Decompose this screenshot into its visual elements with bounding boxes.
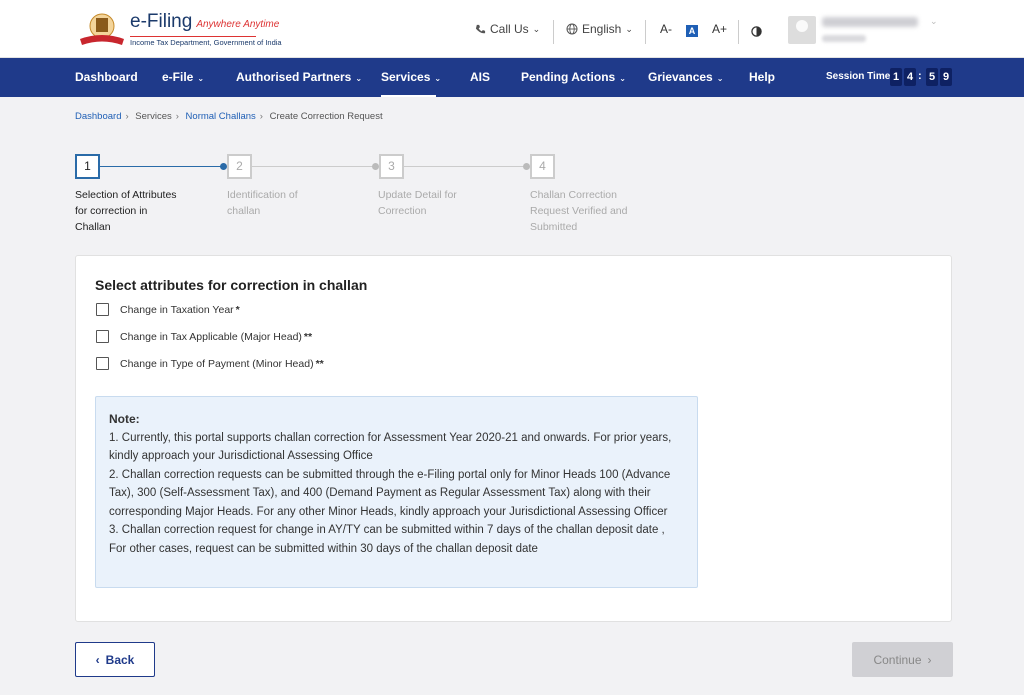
user-name-blurred [822, 17, 918, 27]
breadcrumb-services: Services [135, 111, 172, 122]
top-header [0, 0, 1024, 58]
option-label: Change in Taxation Year [120, 303, 234, 316]
option-label: Change in Type of Payment (Minor Head) [120, 357, 314, 370]
nav-authorised-partners[interactable]: Authorised Partners ⌄ [236, 70, 363, 84]
font-default-button[interactable]: A [686, 25, 698, 37]
nav-active-indicator [381, 95, 436, 97]
chevron-down-icon: ⌄ [625, 23, 633, 34]
chevron-down-icon: ⌄ [532, 23, 541, 34]
required-mark: * [235, 303, 240, 316]
step-connector [100, 166, 222, 167]
font-decrease-button[interactable]: A- [660, 22, 672, 36]
divider [645, 20, 646, 44]
chevron-down-icon: ⌄ [716, 74, 724, 83]
minor-head-checkbox[interactable] [96, 357, 109, 370]
step-1-number: 1 [75, 154, 100, 179]
user-role-blurred [822, 35, 866, 42]
session-digit: 1 [890, 68, 902, 86]
phone-icon [475, 24, 486, 35]
continue-button[interactable] [852, 642, 953, 677]
nav-efile[interactable]: e-File ⌄ [162, 70, 205, 84]
session-colon: : [918, 70, 922, 82]
chevron-down-icon: ⌄ [434, 74, 442, 83]
step-2-number: 2 [227, 154, 252, 179]
step-connector [404, 166, 525, 167]
language-selector[interactable]: English ⌄ [566, 22, 633, 36]
chevron-left-icon: ‹ [95, 652, 100, 667]
breadcrumb-separator: › [175, 111, 179, 122]
nav-services[interactable]: Services ⌄ [381, 70, 442, 84]
required-mark: ** [303, 330, 313, 343]
option-minor-head[interactable] [96, 357, 324, 370]
breadcrumb [75, 111, 383, 122]
option-label: Change in Tax Applicable (Major Head) [120, 330, 302, 343]
note-line: 3. Challan correction request for change in AY/TY can be submitted within 7 days of the challan deposit date , For other cases, request can be submitted within 30 days of the challan deposit date [109, 524, 665, 555]
card-title: Select attributes for correction in challan [95, 277, 368, 293]
step-4-number: 4 [530, 154, 555, 179]
chevron-down-icon[interactable]: ⌄ [930, 16, 938, 26]
required-mark: ** [315, 357, 324, 370]
note-line: 1. Currently, this portal supports challan correction for Assessment Year 2020-21 and onwards. For prior years, kindly approach your Jurisdictional Assessing Office [109, 431, 672, 462]
step-4-label: Challan Correction Request Verified and Submitted [530, 189, 628, 233]
note-box [95, 396, 698, 588]
font-increase-button[interactable]: A+ [712, 22, 728, 36]
breadcrumb-normal-challans[interactable]: Normal Challans [185, 111, 256, 122]
breadcrumb-separator: › [125, 111, 129, 122]
step-connector-dot [220, 163, 227, 170]
step-connector-dot [372, 163, 379, 170]
step-connector-dot [523, 163, 530, 170]
step-3-label: Update Detail for Correction [378, 189, 457, 217]
breadcrumb-separator: › [259, 111, 263, 122]
session-digit: 5 [926, 68, 938, 86]
attributes-card [75, 255, 952, 622]
step-3-number: 3 [379, 154, 404, 179]
session-digit: 9 [940, 68, 952, 86]
step-connector [252, 166, 374, 167]
chevron-down-icon: ⌄ [619, 74, 626, 83]
step-2-label: Identification of challan [227, 189, 298, 217]
main-nav [0, 58, 1024, 97]
divider [553, 20, 554, 44]
continue-label: Continue [873, 652, 922, 667]
divider [738, 20, 739, 44]
call-us-menu[interactable]: Call Us ⌄ [475, 22, 540, 36]
option-major-head[interactable] [96, 330, 312, 343]
session-time-label: Session Time [826, 71, 891, 82]
logo-subtitle: Income Tax Department, Government of India [130, 38, 282, 47]
step-1-label: Selection of Attributes for correction in Challan [75, 189, 177, 233]
chevron-right-icon: › [927, 652, 932, 667]
efiling-logo[interactable] [76, 9, 282, 49]
note-title: Note: [109, 412, 140, 426]
nav-dashboard[interactable]: Dashboard [75, 70, 138, 84]
contrast-icon[interactable] [751, 26, 762, 37]
chevron-down-icon: ⌄ [355, 74, 363, 83]
nav-grievances[interactable]: Grievances ⌄ [648, 70, 724, 84]
note-line: 2. Challan correction requests can be submitted through the e-Filing portal only for Minor Heads 100 (Advance Tax), 300 (Self-Assessment Tax), and 400 (Demand Payment as Regular Assessment Tax) along with their corresponding Major Heads. For any other Minor Heads, kindly approach your Jurisdictional Assessing Officer [109, 468, 671, 518]
emblem-icon [76, 9, 128, 49]
breadcrumb-current: Create Correction Request [269, 111, 383, 122]
major-head-checkbox[interactable] [96, 330, 109, 343]
breadcrumb-dashboard[interactable]: Dashboard [75, 111, 122, 122]
option-taxation-year[interactable] [96, 303, 240, 316]
nav-help[interactable]: Help [749, 70, 776, 84]
nav-ais[interactable]: AIS [470, 70, 491, 84]
session-digit: 4 [904, 68, 916, 86]
globe-icon [566, 23, 578, 35]
avatar[interactable] [788, 16, 816, 44]
logo-title: e-Filing Anywhere Anytime [130, 11, 280, 32]
back-label: Back [105, 652, 135, 667]
back-button[interactable] [75, 642, 155, 677]
chevron-down-icon: ⌄ [197, 74, 205, 83]
nav-pending-actions[interactable]: Pending Actions ⌄ [521, 70, 626, 84]
taxation-year-checkbox[interactable] [96, 303, 109, 316]
